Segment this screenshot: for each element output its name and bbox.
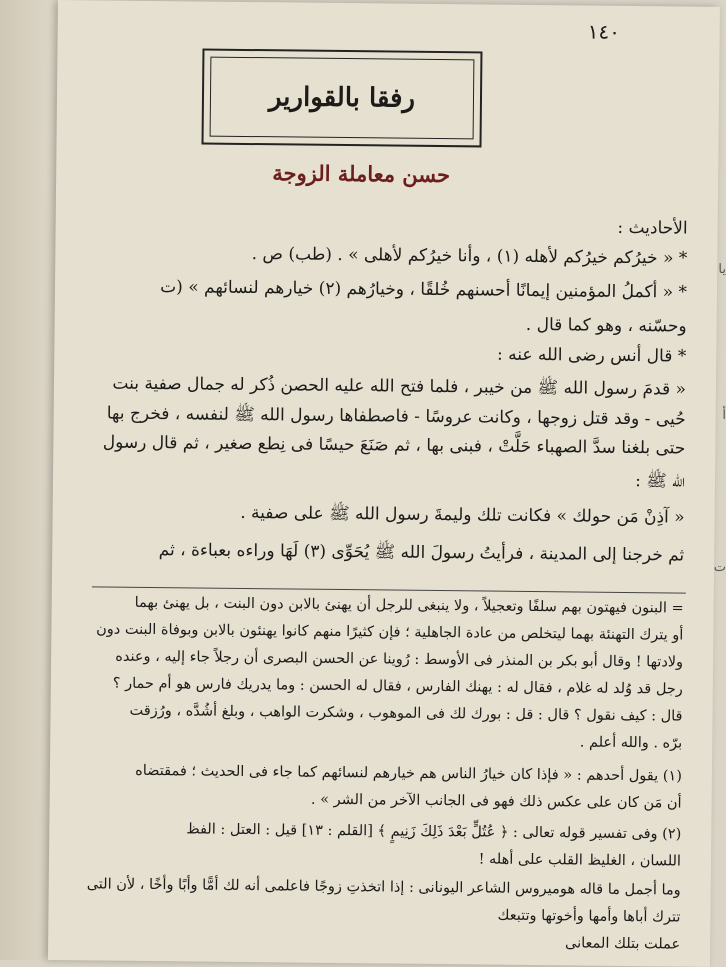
text-line: * « خيرُكم خيرُكم لأهله (١) ، وأنا خيرُكم لأهلى » . (طب) ص . — [251, 244, 688, 269]
footnote-line: (١) يقول أحدهم : « فإذا كان خيارُ الناس هم خيارهم لنسائهم كما جاء فى الحديث ؛ فمقتضاه — [135, 762, 682, 785]
footnote-line: أن مَن كان على عكس ذلك فهو فى الجانب الآخر من الشر » . — [310, 791, 682, 812]
footnote-line: وما أجمل ما قاله هوميروس الشاعر اليونانى : إذا اتخذتِ زوجًا فاعلمى أنه لك أمًّا وأبًا وأخًا ، لأن التى — [86, 876, 681, 899]
footnote-divider — [92, 586, 686, 593]
footnote-line: قال : كيف نقول ؟ قال : قل : بورك لك فى الموهوب ، وشكرت الواهب ، وبلغ أشُدَّه ، ورُزقت — [129, 702, 683, 725]
text-line: حتى بلغنا سدَّ الصهباء حَلَّتْ ، فبنى بها ، ثم صَنَعَ حيسًا فى نِطع صغير ، ثم قال رسول — [102, 432, 686, 459]
footnote-line: (٢) وفى تفسير قوله تعالى : ﴿ عُتُلٍّ بَعْدَ ذَلِكَ زَنِيمٍ ﴾ [القلم : ١٣] قيل : العتل : الفظ — [186, 821, 682, 843]
text-line: الله ﷺ : — [635, 471, 686, 492]
margin-mark: ت — [713, 560, 726, 575]
footnote-line: = البنون فيهتون بهم سلفًا وتعجيلاً ، ولا ينبغى للرجل أن يهنئ بالابن دون البنت ، بل يهنئ بهما — [134, 594, 684, 617]
text-line: * « أكملُ المؤمنين إيمانًا أحسنهم خُلقًا ، وخيارُهم (٢) خيارهم لنسائهم » (ت — [160, 277, 688, 303]
chapter-title: رفقا بالقوارير — [268, 82, 416, 114]
title-frame-inner — [210, 57, 475, 140]
footnote-line: رجل قد وُلد له غلام ، فقال له : يهنك الفارس ، فقال له الحسن : وما يدريك فارس هو أم حمار ؟ — [112, 675, 683, 698]
text-line: الأحاديث : — [617, 217, 688, 239]
text-line: « آذِنْ مَن حولك » فكانت تلك وليمةَ رسول الله ﷺ على صفية . — [240, 502, 685, 528]
text-line: * قال أنس رضى الله عنه : — [496, 344, 687, 367]
title-frame — [201, 49, 482, 148]
text-line: « قدمَ رسول الله ﷺ من خيبر ، فلما فتح الله عليه الحصن ذُكر له جمال صفية بنت — [112, 373, 687, 400]
page-number: ١٤٠ — [587, 19, 621, 44]
footnote-line: اللسان ، الغليظ القلب على أهله ! — [478, 851, 682, 870]
footnote-line: أو يترك التهنئة بهما ليتخلص من عادة الجاهلية ؛ فإن كثيرًا منهم كانوا يهنئون بالابن وبوفاة البنت دون — [96, 621, 684, 644]
margin-mark: أ — [722, 408, 726, 423]
margin-mark: يا — [718, 262, 726, 277]
section-subtitle: حسن معاملة الزوجة — [272, 160, 451, 188]
footnote-line: عملت بتلك المعانى — [564, 935, 681, 953]
footnote-line: ولادتها ! وقال أبو بكر بن المنذر فى الأوسط : رُوينا عن الحسن البصرى أن رجلاً جاء إليه ، وعنده — [115, 648, 684, 671]
text-line: ثم خرجنا إلى المدينة ، فرأيتُ رسولَ الله ﷺ يُحَوِّى (٣) لَهَا وراءه بعباءة ، ثم — [158, 540, 685, 566]
book-page — [48, 0, 720, 967]
footnote-line: برّه . والله أعلم . — [579, 734, 683, 752]
text-line: وحسّنه ، وهو كما قال . — [525, 314, 687, 337]
text-line: حُيى - وقد قتل زوجها ، وكانت عروسًا - فاصطفاها رسول الله ﷺ لنفسه ، فخرج بها — [106, 403, 686, 430]
footnote-line: تترك أباها وأمها وأخوتها وتتبعك — [497, 907, 681, 926]
